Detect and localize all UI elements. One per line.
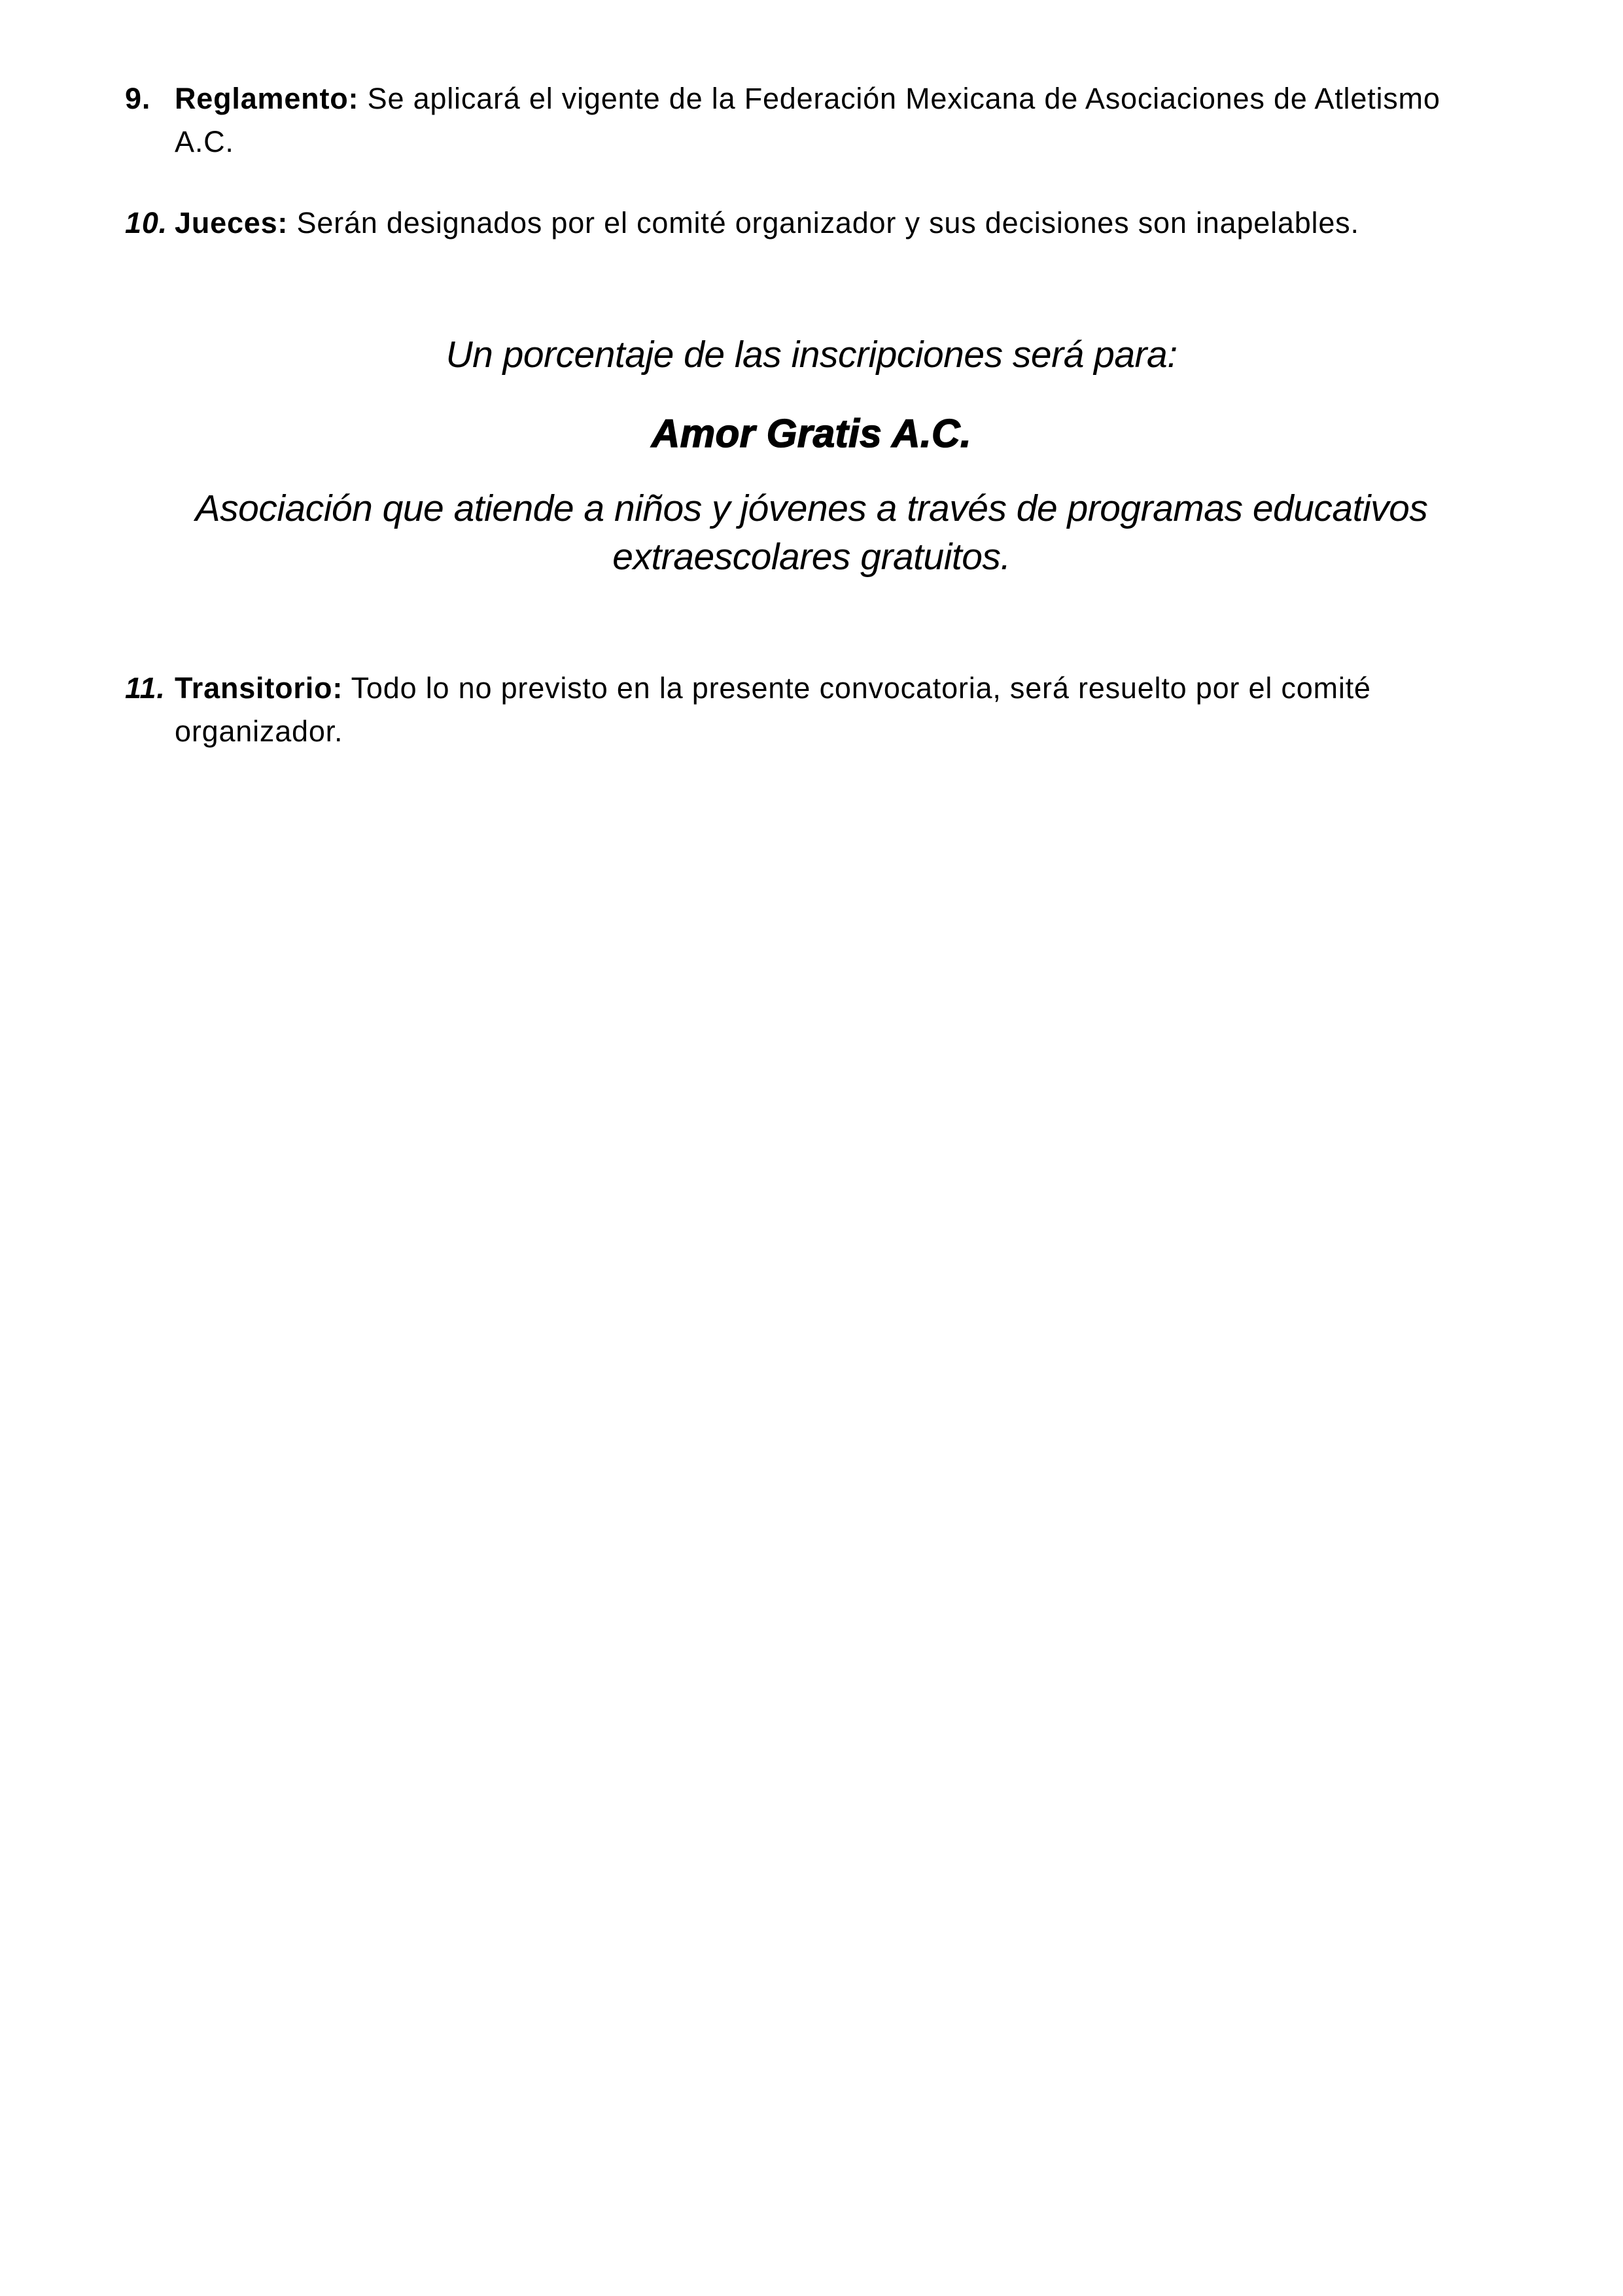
list-item-text: Serán designados por el comité organizador y sus decisiones son inapelables. (296, 206, 1359, 239)
list-number: 10. (125, 206, 167, 239)
donation-section (125, 330, 1498, 581)
list-item-text: Se aplicará el vigente de la Federación Mexicana de Asociaciones de Atletismo A.C. (175, 82, 1440, 158)
list-number: 11. (125, 671, 166, 705)
list-item-body (175, 202, 1446, 245)
list-number: 9. (125, 82, 151, 115)
list-item-label: Transitorio: (175, 671, 343, 705)
list-item-label: Reglamento: (175, 82, 359, 115)
list-item-transitorio (125, 667, 1498, 753)
list-item-jueces (125, 202, 1498, 245)
donation-organization-name: Amor Gratis A.C. (651, 412, 972, 455)
list-item-text: Todo lo no previsto en la presente convocatoria, será resuelto por el comité organizador. (175, 671, 1371, 748)
list-item-body (175, 667, 1446, 753)
donation-description: Asociación que atiende a niños y jóvenes a través de programas educativos extraescolares gratuitos. (195, 487, 1428, 578)
donation-intro-line: Un porcentaje de las inscripciones será para: (445, 334, 1178, 376)
list-item-body (175, 77, 1446, 164)
list-item-reglamento (125, 77, 1498, 164)
list-item-label: Jueces: (175, 206, 288, 239)
